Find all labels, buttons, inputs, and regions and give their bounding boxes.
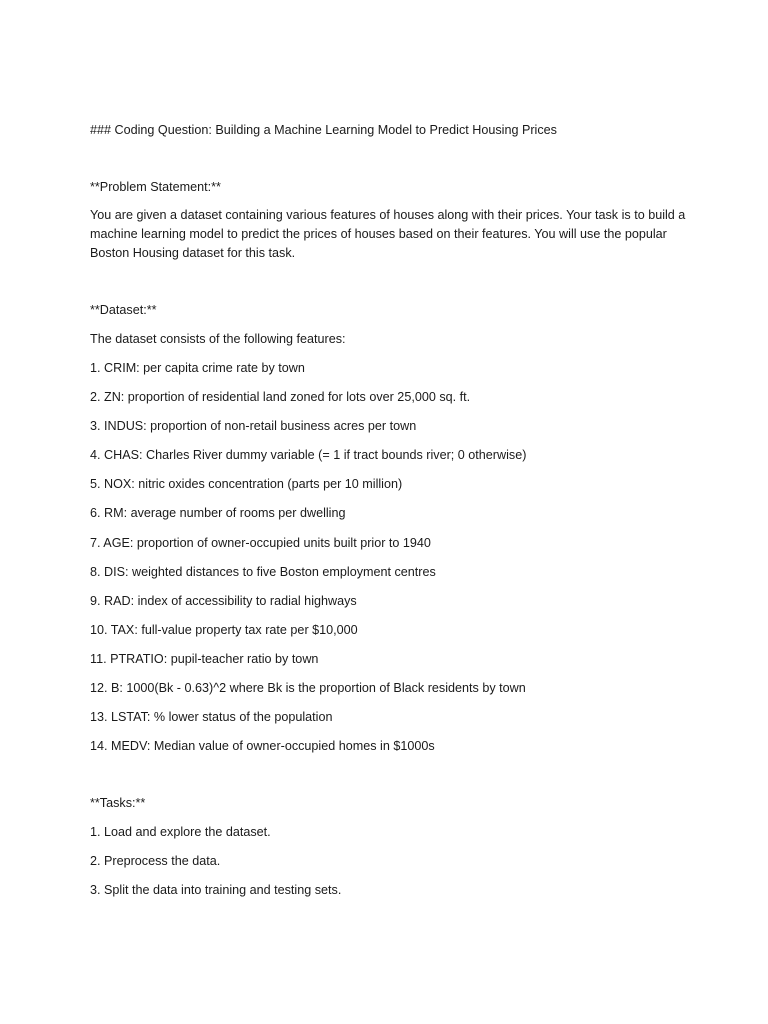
feature-item: 1. CRIM: per capita crime rate by town [90,361,305,375]
feature-item: 8. DIS: weighted distances to five Boston employment centres [90,564,436,579]
feature-item: 12. B: 1000(Bk - 0.63)^2 where Bk is the proportion of Black residents by town [90,681,526,696]
feature-list [90,359,690,756]
feature-item: 2. ZN: proportion of residential land zoned for lots over 25,000 sq. ft. [90,390,471,405]
dataset-heading: **Dataset:** [90,303,157,317]
feature-item: 10. TAX: full-value property tax rate per $10,000 [90,622,358,637]
feature-item: 7. AGE: proportion of owner-occupied units built prior to 1940 [90,535,431,550]
feature-item: 14. MEDV: Median value of owner-occupied homes in $1000s [90,739,435,754]
feature-item: 11. PTRATIO: pupil-teacher ratio by town [90,651,319,666]
feature-item: 5. NOX: nitric oxides concentration (parts per 10 million) [90,477,403,492]
feature-item: 6. RM: average number of rooms per dwelling [90,506,346,521]
document-title: ### Coding Question: Building a Machine Learning Model to Predict Housing Prices [90,123,557,137]
problem-statement-text: You are given a dataset containing various features of houses along with their prices. Your task is to build a machine learning model to predict the prices of houses based on their features. You will use the popular Boston Housing dataset for this task. [90,208,686,260]
task-item: 3. Split the data into training and testing sets. [90,883,342,898]
document-body [90,121,690,911]
feature-item: 13. LSTAT: % lower status of the population [90,710,333,725]
tasks-heading: **Tasks:** [90,796,146,811]
problem-statement-heading: **Problem Statement:** [90,180,221,194]
feature-item: 9. RAD: index of accessibility to radial highways [90,593,357,608]
task-item: 2. Preprocess the data. [90,854,221,869]
feature-item: 4. CHAS: Charles River dummy variable (= 1 if tract bounds river; 0 otherwise) [90,448,527,463]
task-list [90,823,690,900]
dataset-intro: The dataset consists of the following features: [90,332,346,346]
feature-item: 3. INDUS: proportion of non-retail business acres per town [90,419,417,434]
task-item: 1. Load and explore the dataset. [90,825,271,840]
